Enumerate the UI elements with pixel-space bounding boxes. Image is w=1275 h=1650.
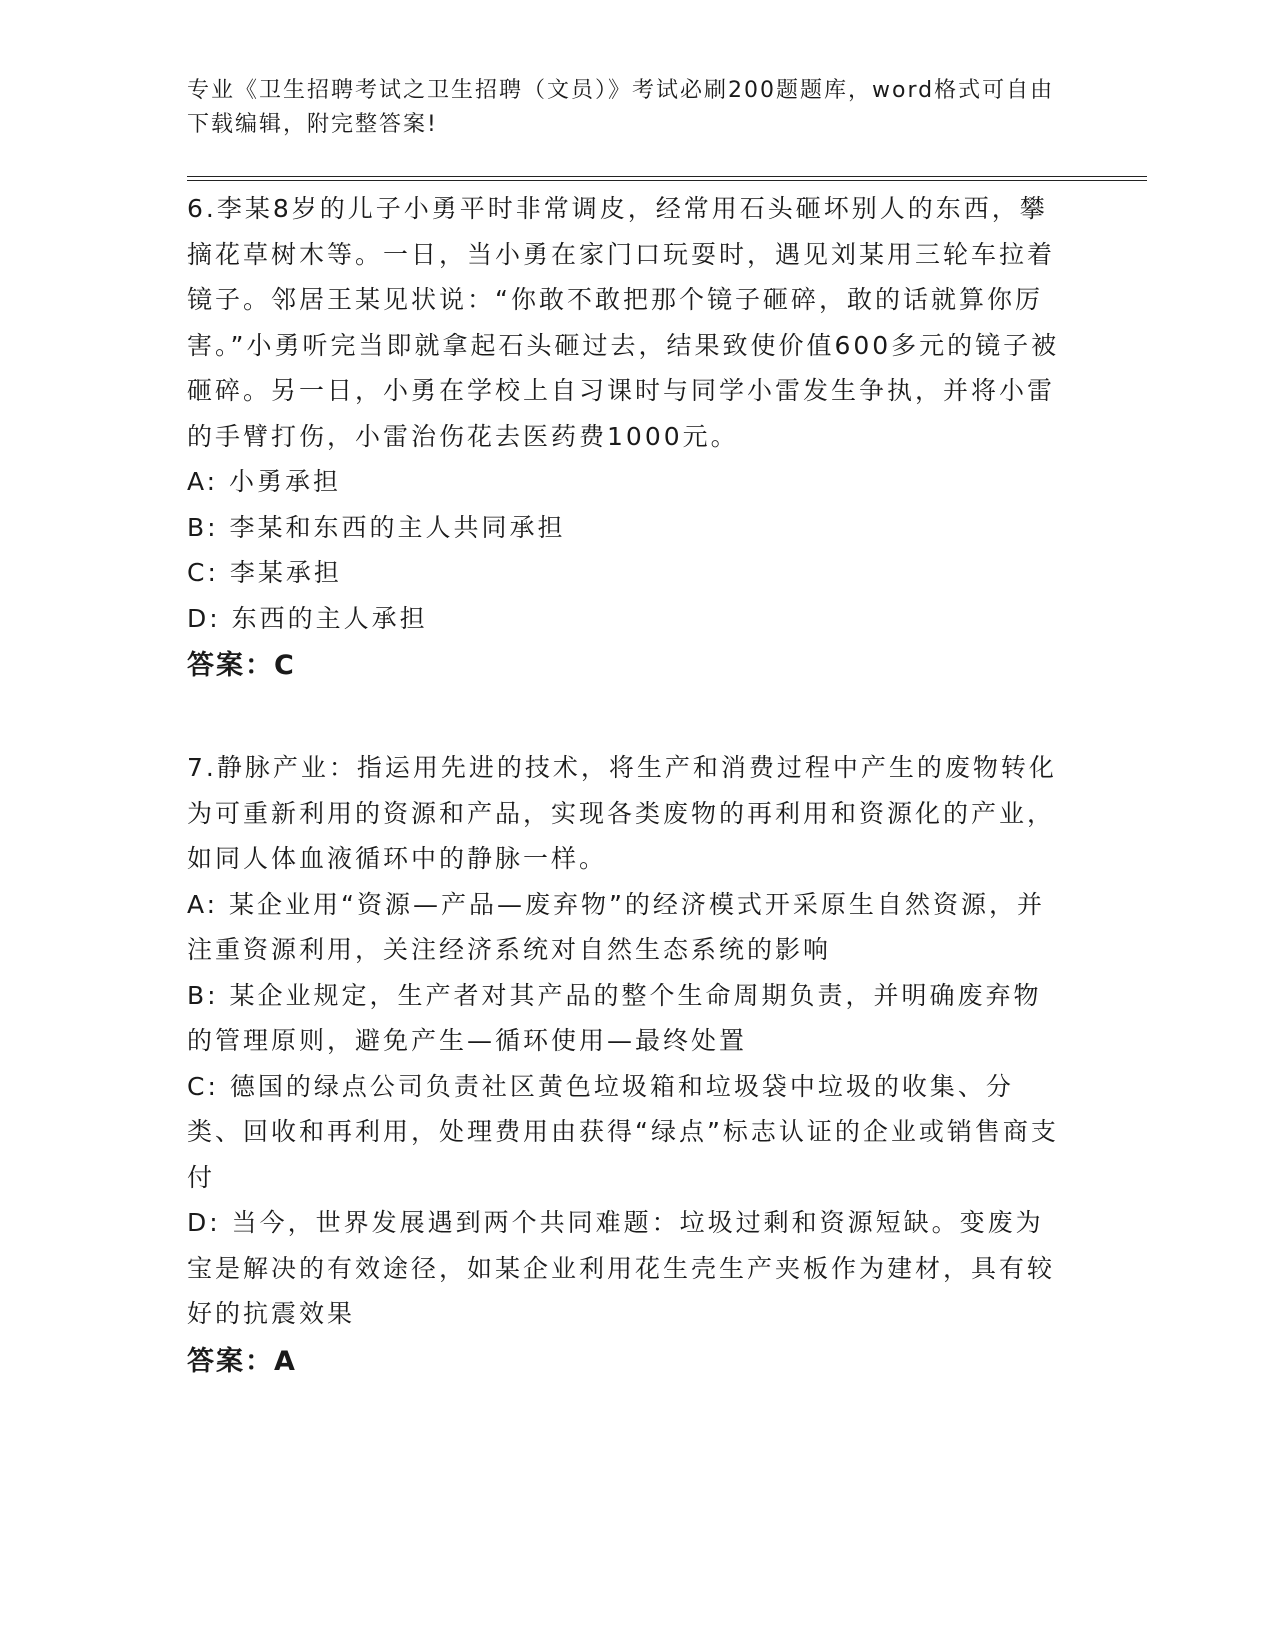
document-body — [187, 186, 1067, 1387]
option-a: A: 某企业用“资源—产品—废弃物”的经济模式开采原生自然资源，并注重资源利用，关注经济系统对自然生态系统的影响 — [187, 889, 1045, 964]
option-c: C: 李某承担 — [187, 558, 342, 587]
question-stem: 7.静脉产业：指运用先进的技术，将生产和消费过程中产生的废物转化为可重新利用的资源和产品，实现各类废物的再利用和资源化的产业，如同人体血液循环中的静脉一样。 — [187, 753, 1057, 873]
divider-line-top — [187, 176, 1147, 177]
answer-line: 答案：C — [187, 650, 296, 681]
question-stem: 6.李某8岁的儿子小勇平时非常调皮，经常用石头砸坏别人的东西，攀摘花草树木等。一日，当小勇在家门口玩耍时，遇见刘某用三轮车拉着镜子。邻居王某见状说：“你敢不敢把那个镜子砸碎，敢的话就算你厉害。”小勇听完当即就拿起石头砸过去，结果致使价值600多元的镜子被砸碎。另一日，小勇在学校上自习课时与同学小雷发生争执，并将小雷的手臂打伤，小雷治伤花去医药费1000元。 — [187, 194, 1060, 451]
option-b: B: 李某和东西的主人共同承担 — [187, 512, 566, 542]
header-divider — [187, 176, 1147, 182]
page-header-title: 专业《卫生招聘考试之卫生招聘（文员）》考试必刷200题题库，word格式可自由下载编辑，附完整答案! — [187, 78, 1055, 137]
option-d: D: 当今，世界发展遇到两个共同难题：垃圾过剩和资源短缺。变废为宝是解决的有效途径，如某企业利用花生壳生产夹板作为建材，具有较好的抗震效果 — [187, 1208, 1056, 1328]
option-b: B: 某企业规定，生产者对其产品的整个生命周期负责，并明确废弃物的管理原则，避免产生—循环使用—最终处置 — [187, 980, 1042, 1055]
question-7 — [187, 745, 1067, 1387]
question-6 — [187, 186, 1067, 691]
option-c: C: 德国的绿点公司负责社区黄色垃圾箱和垃圾袋中垃圾的收集、分类、回收和再利用，处理费用由获得“绿点”标志认证的企业或销售商支付 — [187, 1071, 1059, 1192]
divider-line-bottom — [187, 180, 1147, 181]
option-a: A: 小勇承担 — [187, 467, 342, 496]
question-spacer — [187, 691, 1067, 745]
answer-line: 答案：A — [187, 1345, 297, 1377]
option-d: D: 东西的主人承担 — [187, 603, 428, 633]
